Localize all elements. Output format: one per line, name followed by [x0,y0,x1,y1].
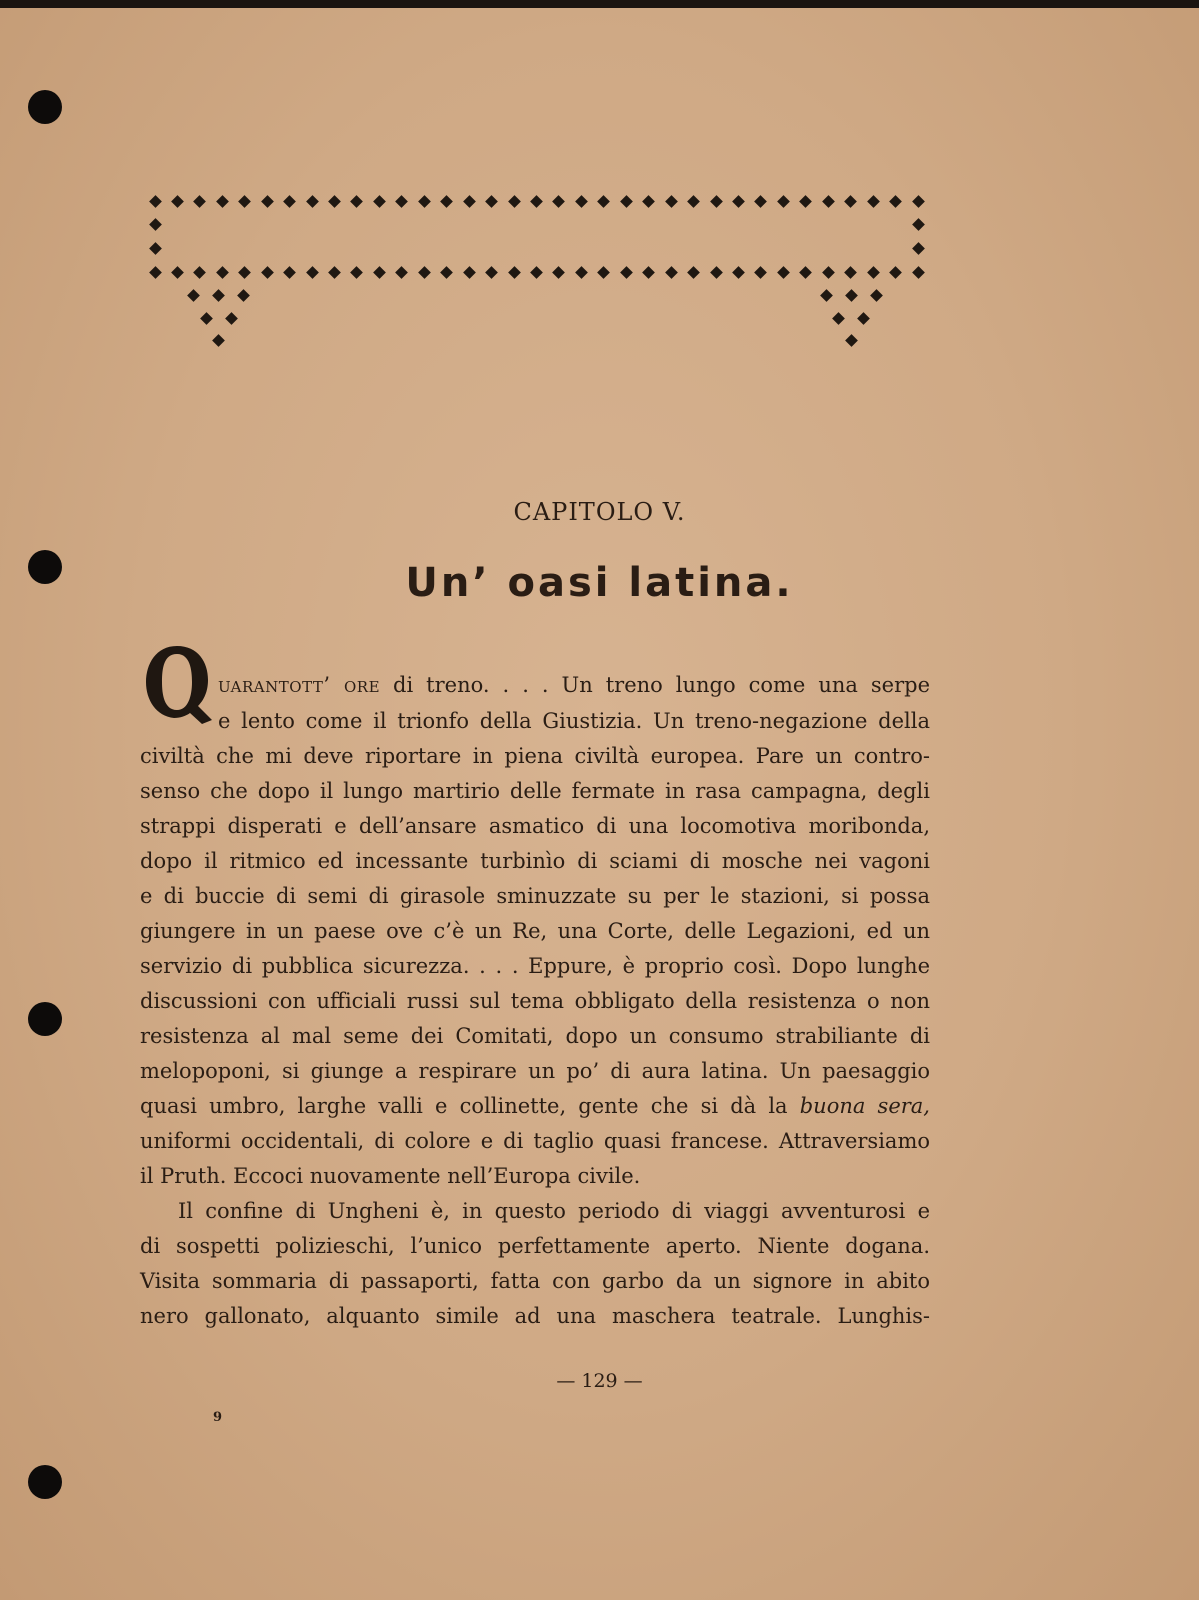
ornament-diamond [777,266,790,279]
ornament-diamond [171,195,184,208]
paragraph-line: servizio di pubblica sicurezza. . . . Eppure, è proprio così. Dopo lunghe [140,954,930,978]
ornament-diamond [149,242,162,255]
paragraph-line [140,1089,930,1124]
ornament-diamond [328,266,341,279]
ornament-diamond [351,195,364,208]
ornament-diamond [575,195,588,208]
chapter-label: CAPITOLO V. [513,498,686,526]
binder-hole [28,90,62,124]
ornament-diamond [845,334,858,347]
ornament-diamond [395,195,408,208]
ornament-diamond [283,195,296,208]
paragraph-line: e lento come il trionfo della Giustizia. Un treno-negazione della [218,709,930,733]
ornament-diamond [328,195,341,208]
chapter-title: Un’ oasi latina. [405,560,794,606]
binder-hole [28,1002,62,1036]
ornament-diamond [912,266,925,279]
ornament-diamond [463,195,476,208]
ornament-diamond [867,195,880,208]
ornament-diamond [857,312,870,325]
signature-mark: 9 [213,1410,223,1425]
line-text: quasi umbro, larghe valli e collinette, gente che si dà la [140,1094,800,1118]
ornament-diamond [732,266,745,279]
ornament-diamond [237,289,250,302]
paragraph-line: strappi disperati e dell’ansare asmatico di una locomotiva moribonda, [140,814,930,838]
ornament-diamond [553,266,566,279]
decorative-initial-q [140,640,214,726]
ornament-diamond [799,266,812,279]
ornament-diamond [216,266,229,279]
paragraph-line: Visita sommaria di passaporti, fatta con garbo da un signore in abito [140,1269,930,1293]
ornament-diamond [912,195,925,208]
ornament-diamond [171,266,184,279]
ornament-diamond [463,266,476,279]
ornament-diamond [845,289,858,302]
ornament-diamond [283,266,296,279]
ornament-diamond [620,266,633,279]
ornament-diamond [485,266,498,279]
ornament-diamond [822,266,835,279]
ornament-diamond [822,195,835,208]
ornament-diamond [395,266,408,279]
ornament-diamond [261,195,274,208]
ornament-diamond [889,195,902,208]
ornament-diamond [597,195,610,208]
ornament-diamond [306,195,319,208]
ornament-diamond [440,195,453,208]
ornament-diamond [832,312,845,325]
paragraph-line: dopo il ritmico ed incessante turbinìo di sciami di mosche nei vagoni [140,849,930,873]
ornament-diamond [373,266,386,279]
ornament-diamond [755,195,768,208]
ornament-diamond [149,266,162,279]
ornament-diamond [261,266,274,279]
ornament-diamond [870,289,883,302]
ornament-diamond [508,195,521,208]
paragraph-line: di sospetti polizieschi, l’unico perfettamente aperto. Niente dogana. [140,1234,930,1258]
ornament-diamond [485,195,498,208]
ornament-diamond [687,266,700,279]
ornament-diamond [687,195,700,208]
ornament-diamond [642,195,655,208]
ornament-diamond [844,266,857,279]
ornament-diamond [710,195,723,208]
ornament-diamond [710,266,723,279]
paragraph-line: Il confine di Ungheni è, in questo periodo di viaggi avventurosi e [178,1199,930,1223]
ornament-diamond [306,266,319,279]
ornament-diamond [194,266,207,279]
paragraph-line: melopoponi, si giunge a respirare un po’ di aura latina. Un paesaggio [140,1059,930,1083]
binder-hole [28,1465,62,1499]
ornament-diamond [553,195,566,208]
paragraph-line: uniformi occidentali, di colore e di taglio quasi francese. Attraversiamo [140,1129,930,1153]
paragraph-line: discussioni con ufficiali russi sul tema obbligato della resistenza o non [140,989,930,1013]
italic-phrase: buona sera, [799,1094,930,1118]
ornament-diamond [912,242,925,255]
ornament-diamond [212,289,225,302]
paragraph-line [218,668,930,703]
ornament-diamond [597,266,610,279]
ornament-diamond [575,266,588,279]
paragraph-line: il Pruth. Eccoci nuovamente nell’Europa civile. [140,1164,641,1188]
ornament-diamond [418,266,431,279]
paragraph-line: giungere in un paese ove c’è un Re, una Corte, delle Legazioni, ed un [140,919,930,943]
ornament-diamond [149,195,162,208]
ornament-diamond [373,195,386,208]
paragraph-line: nero gallonato, alquanto simile ad una maschera teatrale. Lunghis- [140,1304,930,1328]
paragraph-line: resistenza al mal seme dei Comitati, dopo un consumo strabiliante di [140,1024,930,1048]
ornament-diamond [187,289,200,302]
ornament-diamond [620,195,633,208]
ornament-diamond [508,266,521,279]
ornament-diamond [212,334,225,347]
ornament-diamond [238,266,251,279]
ornament-diamond [755,266,768,279]
page-number: — 129 — [556,1370,643,1392]
ornament-diamond [194,195,207,208]
ornament-diamond [912,218,925,231]
ornament-diamond [216,195,229,208]
ornament-diamond [149,218,162,231]
ornament-diamond [820,289,833,302]
ornament-diamond [530,195,543,208]
ornament-diamond [732,195,745,208]
ornament-diamond [225,312,238,325]
ornament-diamond [665,266,678,279]
ornament-diamond [418,195,431,208]
ornament-diamond [665,195,678,208]
lead-in-smallcaps: uarantott’ ore [218,673,381,697]
ornament-diamond [530,266,543,279]
paragraph-line: senso che dopo il lungo martirio delle fermate in rasa campagna, degli [140,779,930,803]
ornament-diamond [351,266,364,279]
scan-top-edge [0,0,1199,8]
ornament-diamond [200,312,213,325]
ornament-diamond [642,266,655,279]
ornament-diamond [867,266,880,279]
paragraph-line: civiltà che mi deve riportare in piena civiltà europea. Pare un contro- [140,744,930,768]
ornament-diamond [777,195,790,208]
line-text: di treno. . . . Un treno lungo come una serpe [380,673,930,697]
ornament-diamond [799,195,812,208]
ornament-diamond [238,195,251,208]
ornament-diamond [440,266,453,279]
paragraph-line: e di buccie di semi di girasole sminuzzate su per le stazioni, si possa [140,884,930,908]
ornament-diamond [889,266,902,279]
ornament-diamond [844,195,857,208]
